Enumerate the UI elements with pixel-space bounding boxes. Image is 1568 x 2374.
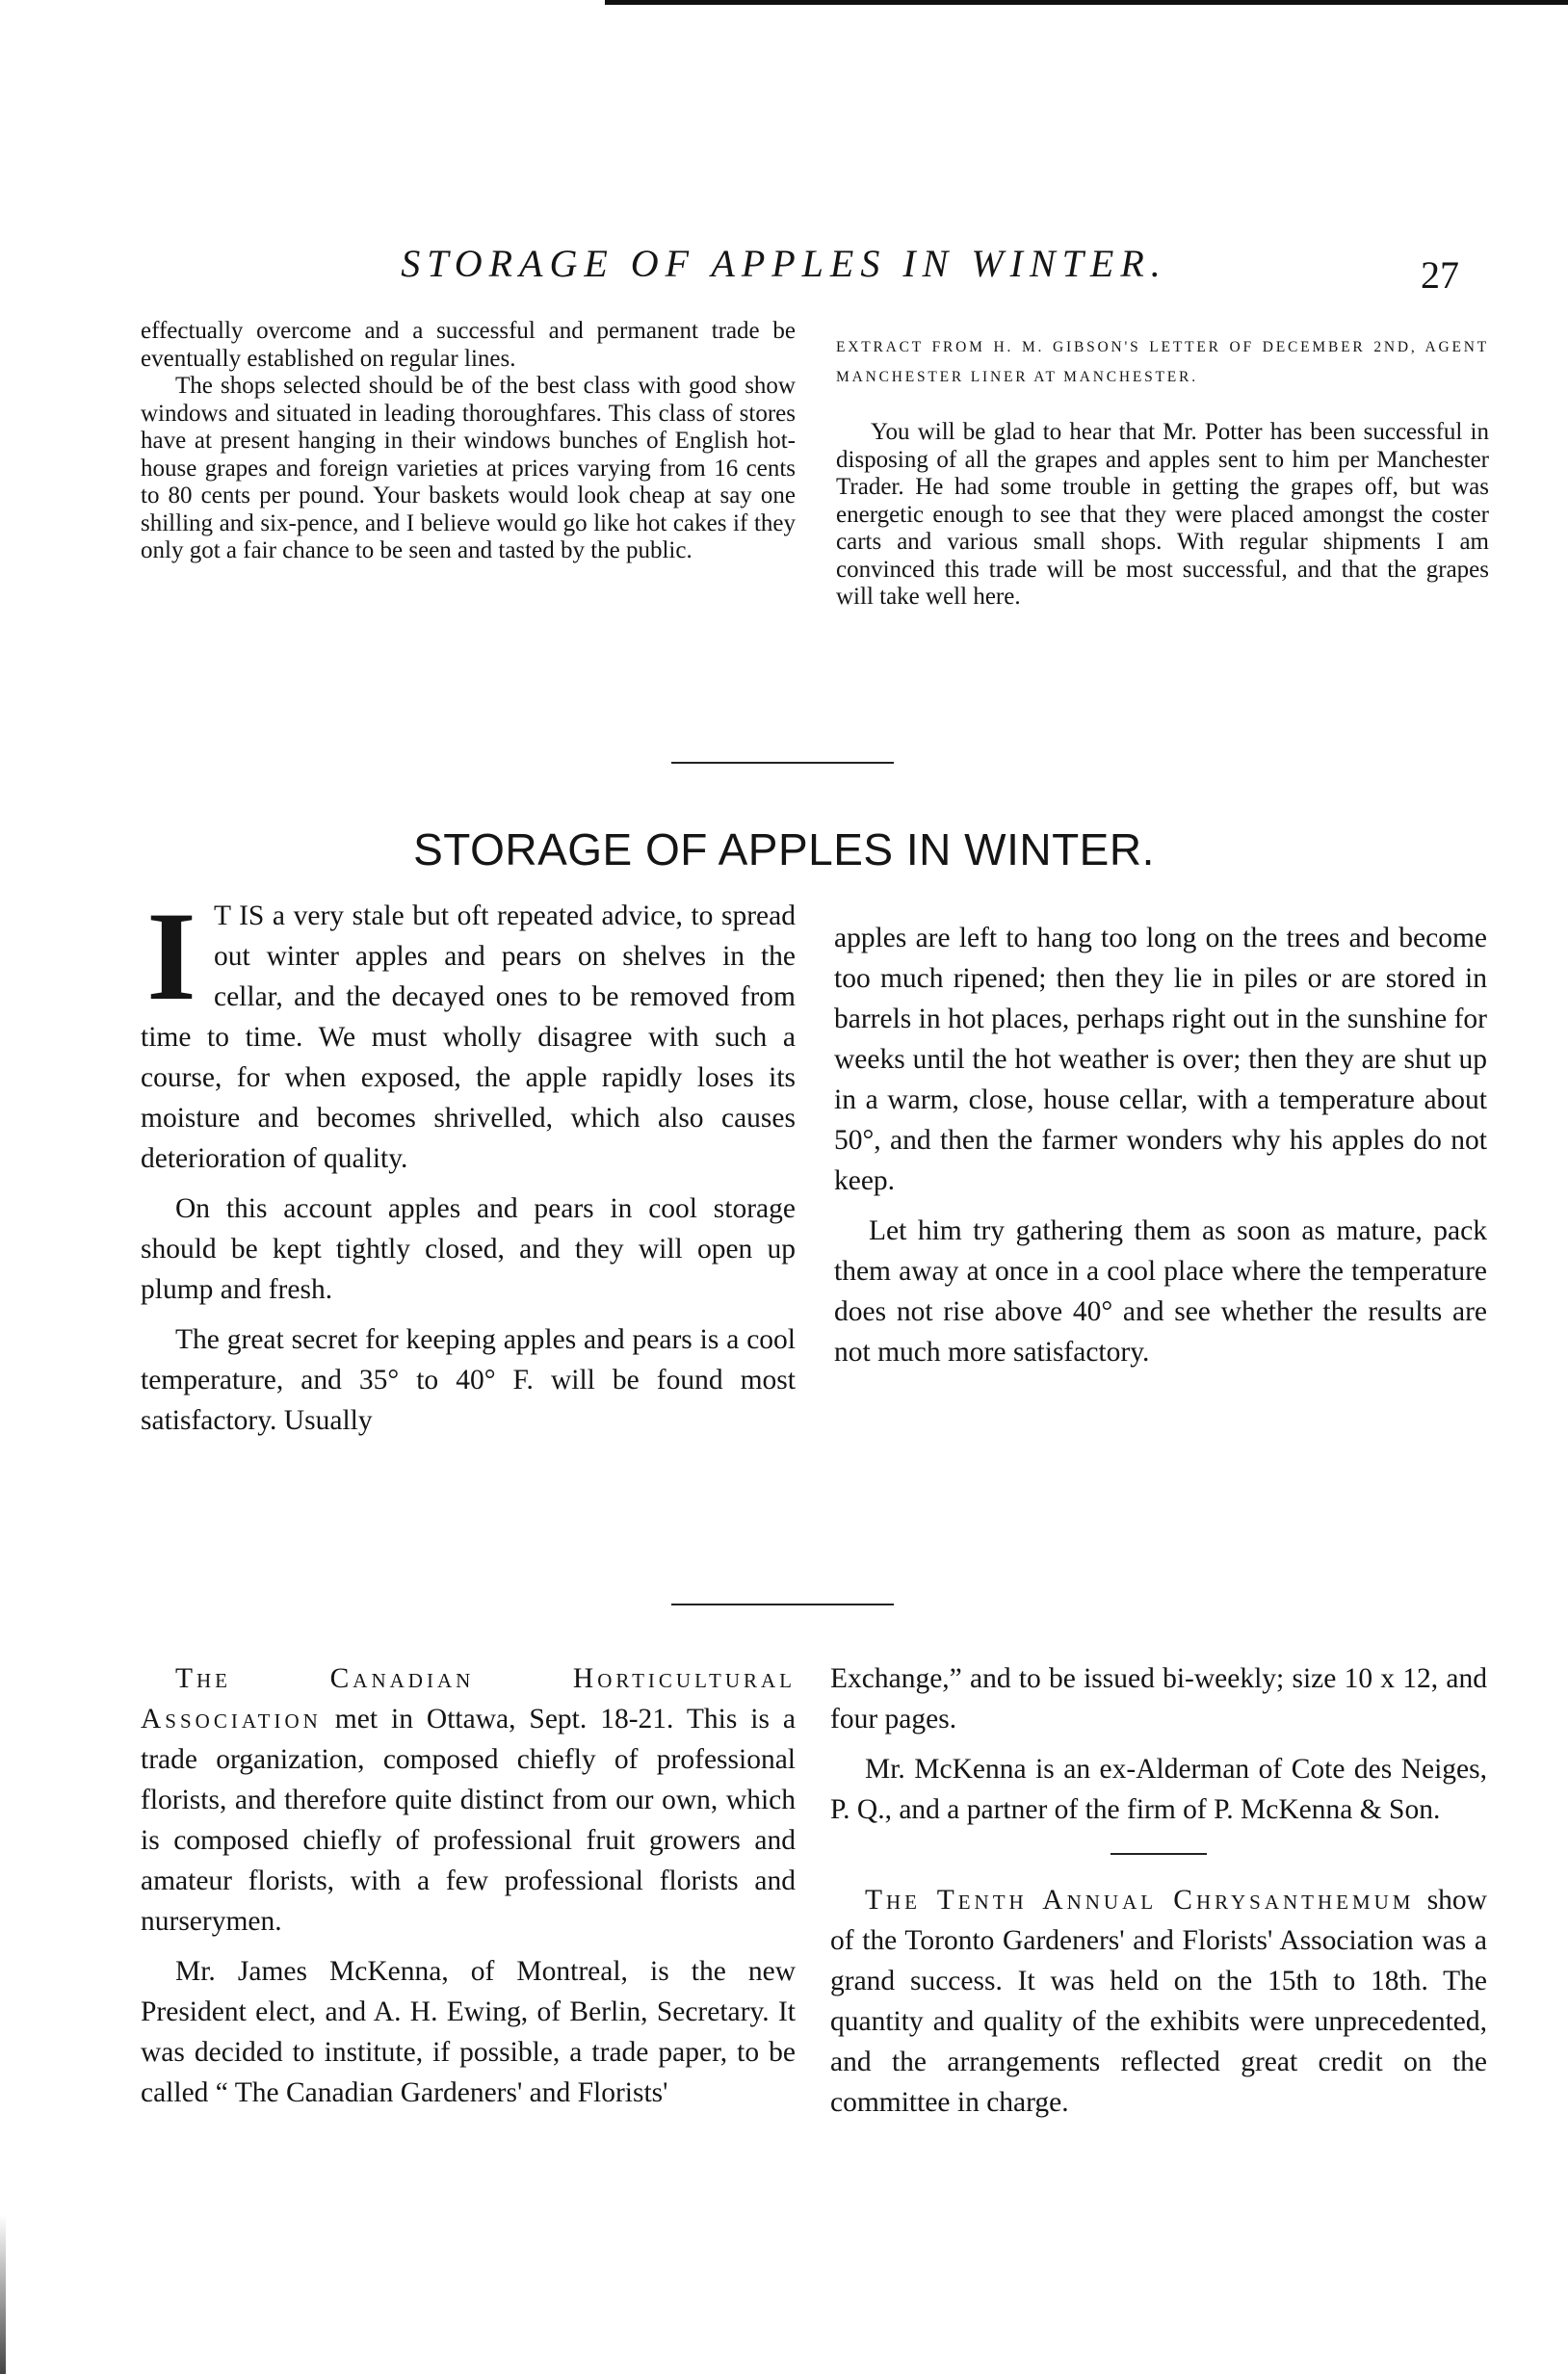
running-title: STORAGE OF APPLES IN WINTER.: [401, 242, 1167, 285]
section-divider: [671, 762, 894, 764]
article-paragraph-3: The great secret for keeping apples and pears is a cool temperature, and 35° to 40° F. will be found most satisfactory. Usually: [141, 1324, 796, 1436]
notes-right-column: [830, 1658, 1487, 2123]
article-paragraph-1: [141, 885, 796, 1179]
shops-paragraph: The shops selected should be of the best class with good show windows and situated in leading thoroughfares. This class of stores have at present hanging in their windows bunches of English hot-house grapes and foreign varieties at prices varying from 16 cents to 80 cents per pound. Your baskets would look cheap at say one shilling and six-pence, and I believe would go like hot cakes if they only got a fair chance to be seen and tasted by the public.: [141, 373, 796, 563]
cha-lead: The Canadian Horticultural Association: [141, 1663, 796, 1735]
short-divider: [1111, 1853, 1207, 1855]
article-paragraph-4: apples are left to hang too long on the trees and become too much ripened; then they lie in piles or are stored in barrels in hot places, perhaps right out in the sunshine for weeks until the hot weather is over; then they are shut up in a warm, close, house cellar, with a temperature about 50°, and then the farmer wonders why his apples do not keep.: [834, 923, 1487, 1196]
cha-text: met in Ottawa, Sept. 18-21. This is a trade organization, composed chiefly of professional florists, and therefore quite distinct from our own, which is composed chiefly of professional fruit growers and amateur florists, with a few professional florists and nurserymen.: [141, 1704, 796, 1937]
article-paragraph-5: Let him try gathering them as soon as mature, pack them away at once in a cool place where the temperature does not rise above 40° and see whether the results are not much more satisfactory.: [834, 1215, 1487, 1368]
scan-top-border: [605, 0, 1568, 5]
notes-left-column: [141, 1658, 796, 2113]
mckenna-paragraph: Mr. James McKenna, of Montreal, is the new President elect, and A. H. Ewing, of Berlin, Secretary. It was decided to institute, if possible, a trade paper, to be called “ The Canadian Gardeners' and Florists': [141, 1956, 796, 2108]
chrysanthemum-paragraph: [830, 1880, 1487, 2123]
exchange-paragraph: Exchange,” and to be issued bi-weekly; size 10 x 12, and four pages.: [830, 1663, 1487, 1735]
top-left-column: [141, 318, 796, 565]
cha-paragraph: [141, 1658, 796, 1942]
article-paragraph-2: On this account apples and pears in cool storage should be kept tightly closed, and they will open up plump and fresh.: [141, 1193, 796, 1305]
article-title: STORAGE OF APPLES IN WINTER.: [413, 824, 1155, 874]
article-paragraph-1-text: T IS a very stale but oft repeated advice, to spread out winter apples and pears on shelves in the cellar, and the decayed ones to be removed from time to time. We must wholly disagree with such a course, for when exposed, the apple rapidly loses its moisture and becomes shrivelled, which also causes deterioration of quality.: [141, 900, 796, 1174]
continued-paragraph: effectually overcome and a successful and permanent trade be eventually established on regular lines.: [141, 318, 796, 372]
article-right-column: [834, 918, 1487, 1372]
chrysanthemum-text: show of the Toronto Gardeners' and Florists' Association was a grand success. It was held on the 15th to 18th. The quantity and quality of the exhibits were unprecedented, and the arrangements reflected great credit on the committee in charge.: [830, 1885, 1487, 2118]
article-left-column: [141, 885, 796, 1441]
page-number: 27: [1421, 253, 1459, 297]
section-divider: [671, 1604, 894, 1605]
chrysanthemum-lead: The Tenth Annual Chrysanthemum: [865, 1885, 1415, 1916]
drop-cap: I: [146, 885, 196, 1027]
extract-heading: EXTRACT FROM H. M. GIBSON'S LETTER OF DECEMBER 2ND, AGENT MANCHESTER LINER AT MANCHESTER.: [836, 339, 1489, 385]
top-right-column: [836, 332, 1489, 612]
extract-paragraph: You will be glad to hear that Mr. Potter has been successful in disposing of all the grapes and apples sent to him per Manchester Trader. He had some trouble in getting the grapes off, but was energetic enough to see that they were placed amongst the coster carts and various small shops. With regular shipments I am convinced this trade will be most successful, and that the grapes will take well here.: [836, 419, 1489, 610]
alderman-paragraph: Mr. McKenna is an ex-Alderman of Cote des Neiges, P. Q., and a partner of the firm of P. McKenna & Son.: [830, 1754, 1487, 1825]
scan-edge-mark: [0, 2215, 6, 2374]
